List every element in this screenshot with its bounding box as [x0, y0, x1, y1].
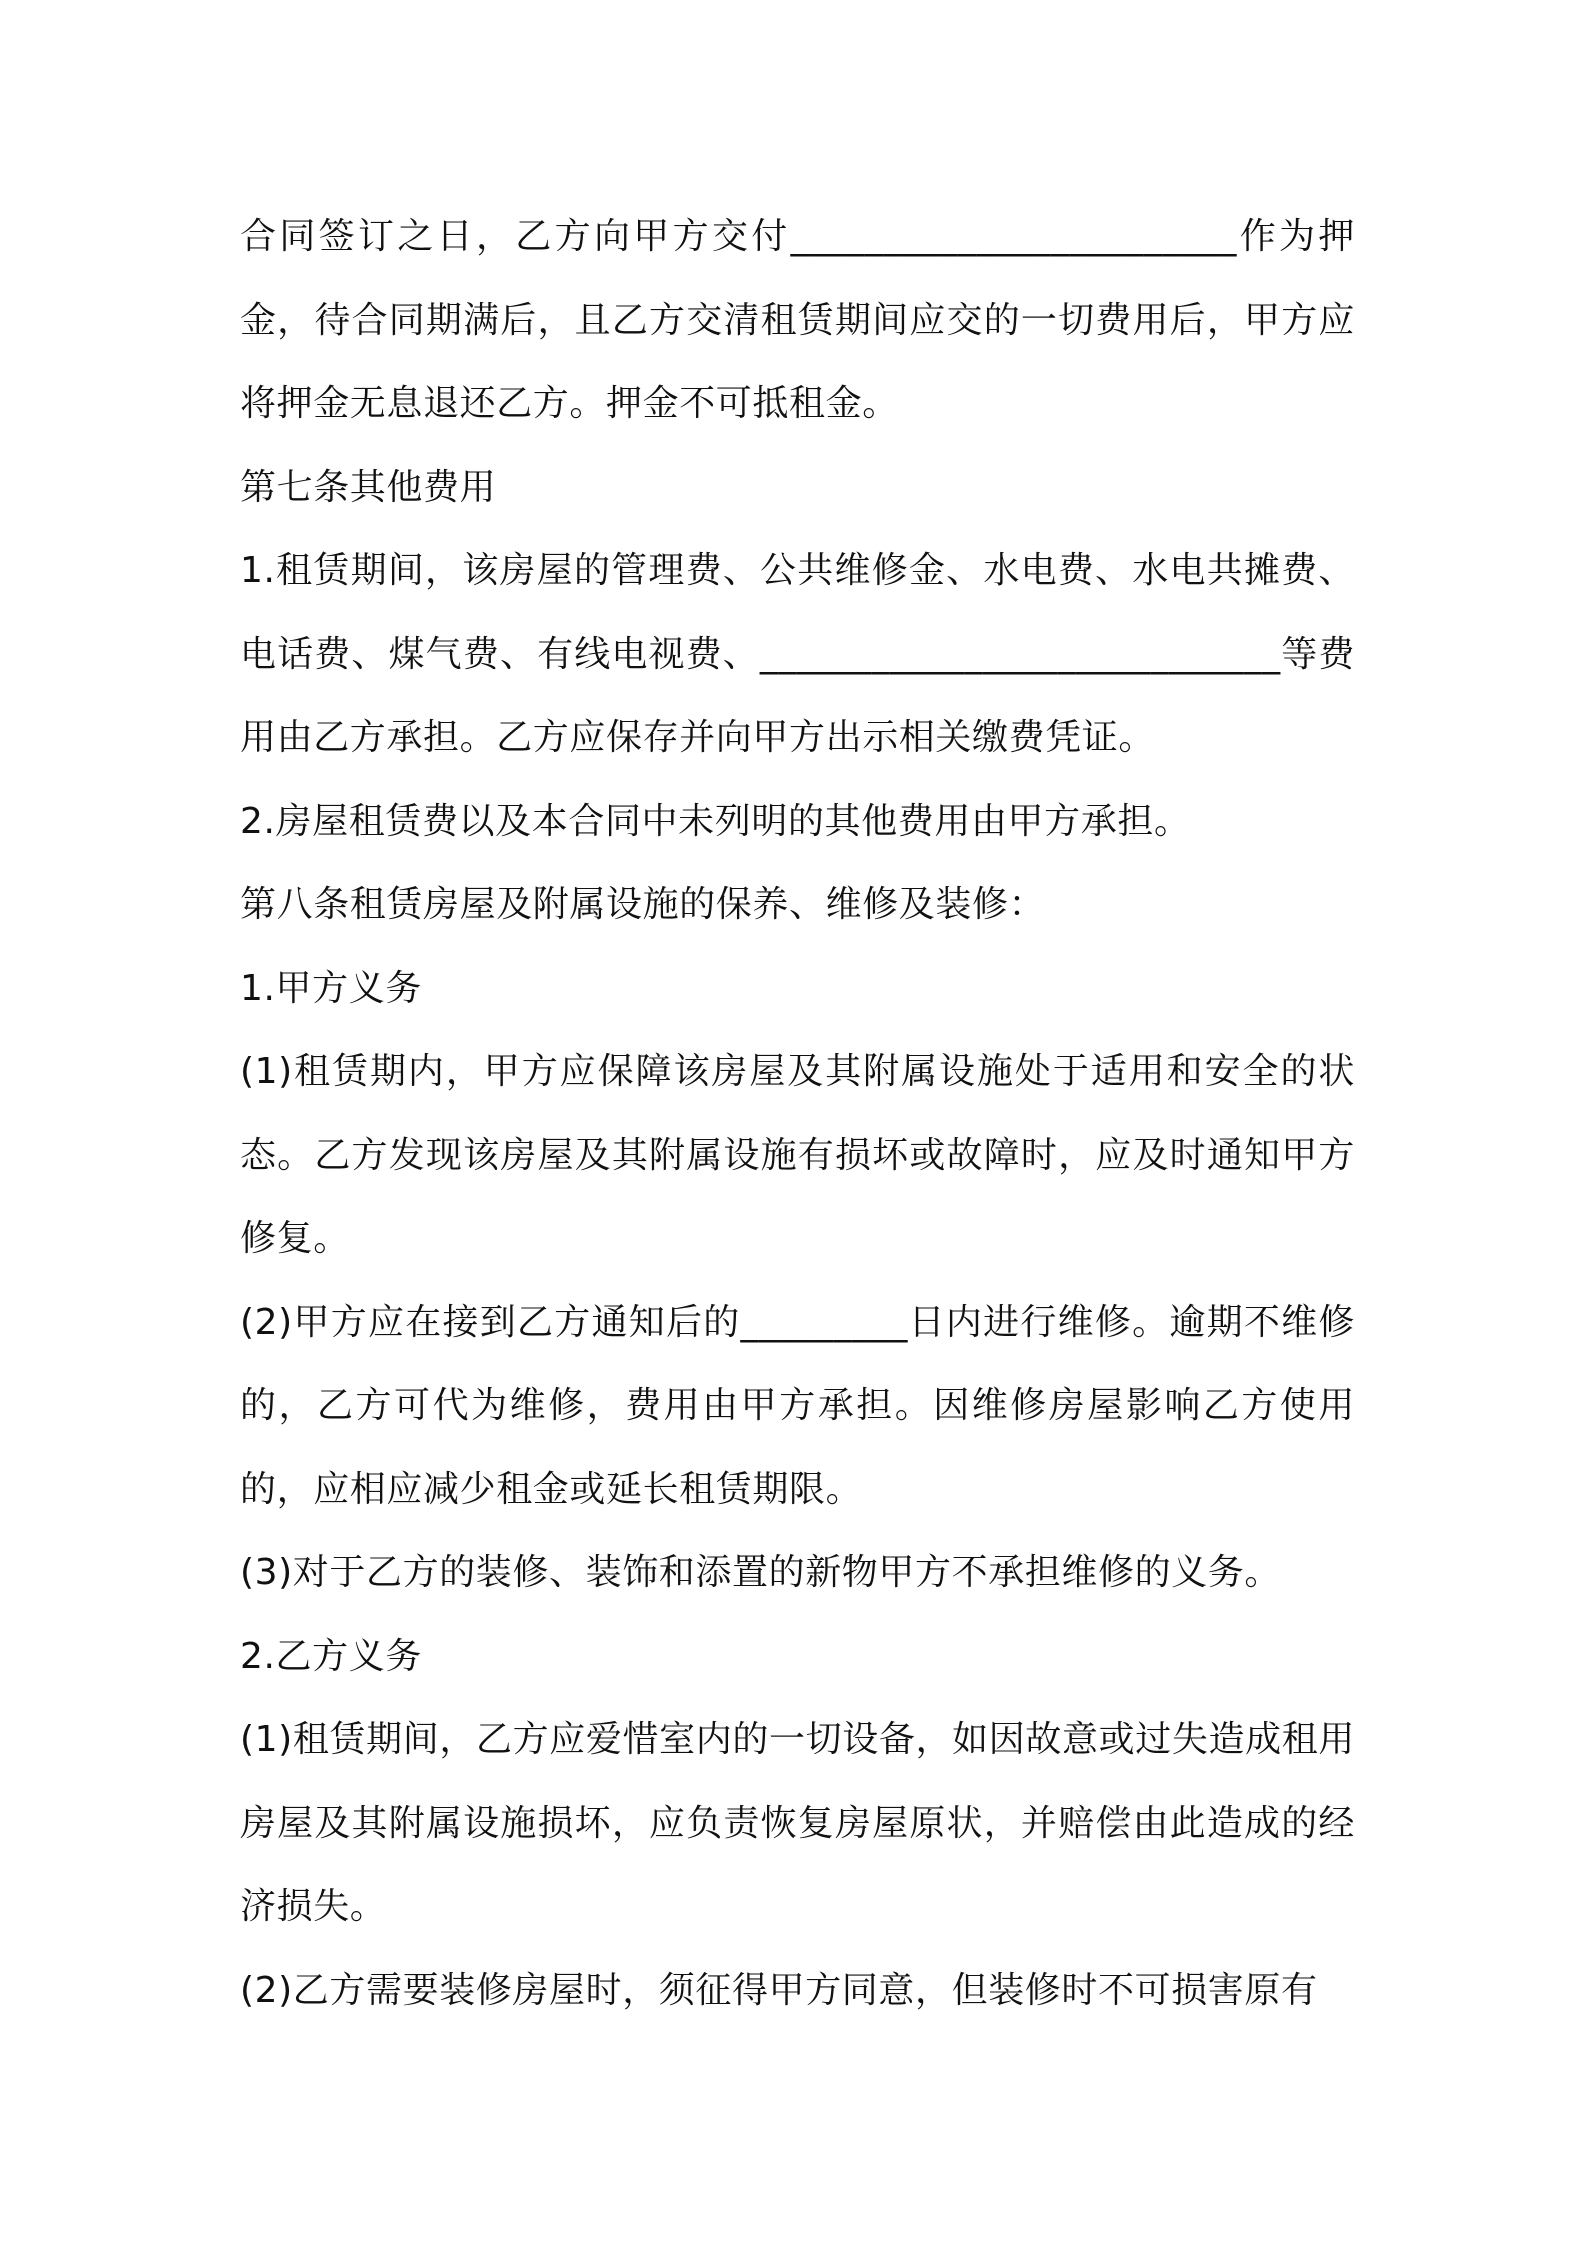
paragraph-8-1-3: (3)对于乙方的装修、装饰和添置的新物甲方不承担维修的义务。 [240, 1552, 1281, 1593]
section-tenant-duties: 2.乙方义务 [240, 1635, 422, 1677]
paragraph-8-1-1: (1)租赁期内，甲方应保障该房屋及其附属设施处于适用和安全的状态。乙方发现该房屋及其附属设施有损坏或故障时，应及时通知甲方修复。 [240, 1051, 1355, 1259]
article-8-heading: 第八条租赁房屋及附属设施的保养、维修及装修： [240, 884, 1046, 925]
paragraph-8-2-2: (2)乙方需要装修房屋时，须征得甲方同意，但装修时不可损害原有 [240, 1969, 1318, 2011]
article-7-heading: 第七条其他费用 [240, 466, 497, 508]
section-landlord-duties: 1.甲方义务 [240, 967, 422, 1009]
paragraph-8-2-1: (1)租赁期间，乙方应爱惜室内的一切设备，如因故意或过失造成租用房屋及其附属设施损坏，应负责恢复房屋原状，并赔偿由此造成的经济损失。 [240, 1719, 1355, 1927]
paragraph-7-1: 1.租赁期间，该房屋的管理费、公共维修金、水电费、水电共摊费、电话费、煤气费、有线电视费、____________________________等费用由乙方承担。乙方应保存并向甲方出示相关缴费凭证。 [240, 550, 1355, 758]
paragraph-7-2: 2.房屋租赁费以及本合同中未列明的其他费用由甲方承担。 [240, 800, 1191, 842]
document-body [240, 195, 1355, 2032]
paragraph-8-1-2: (2)甲方应在接到乙方通知后的_________日内进行维修。逾期不维修的，乙方可代为维修，费用由甲方承担。因维修房屋影响乙方使用的，应相应减少租金或延长租赁期限。 [240, 1301, 1355, 1510]
paragraph-deposit: 合同签订之日，乙方向甲方交付________________________作为押金，待合同期满后，且乙方交清租赁期间应交的一切费用后，甲方应将押金无息退还乙方。押金不可抵租金。 [240, 216, 1355, 424]
